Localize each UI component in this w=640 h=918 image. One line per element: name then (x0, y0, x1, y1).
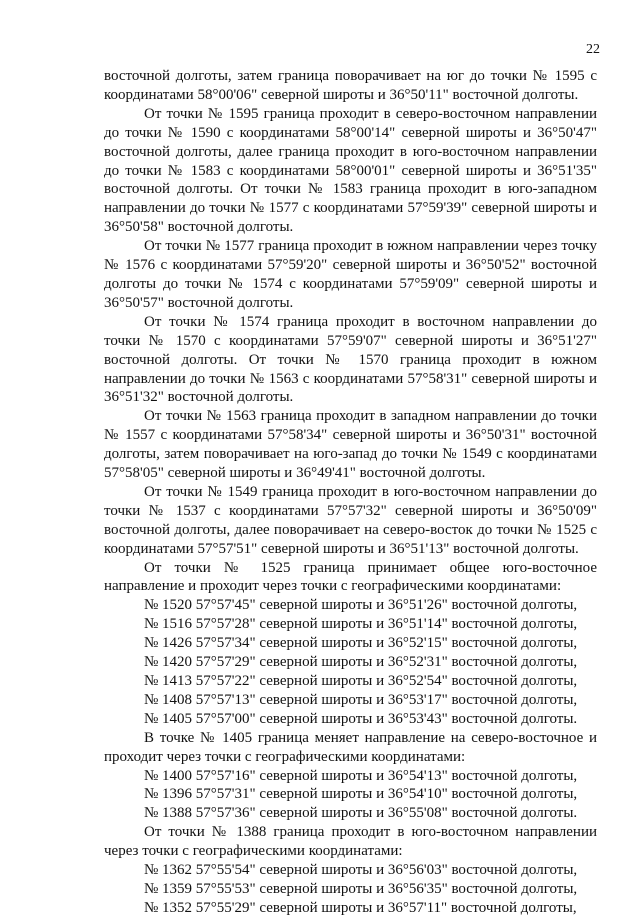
list-item: № 1400 57°57'16" северной широты и 36°54'13" восточной долготы, (144, 767, 578, 784)
paragraph-6: От точки № 1549 граница проходит в юго-восточном направлении до точки № 1537 с координатами 57°57'32" северной широты и 36°50'09" восточной долготы, далее поворачивает на северо-восток до точки № 1525 с координатами 57°57'51" северной широты и 36°51'13" восточной долготы. (104, 483, 597, 557)
coordinates-list-3 (104, 861, 597, 918)
list-item: № 1408 57°57'13" северной широты и 36°53'17" восточной долготы, (144, 691, 578, 708)
paragraph-8: В точке № 1405 граница меняет направление на северо-восточное и проходит через точки с географическими координатами: (104, 729, 597, 765)
paragraph-2: От точки № 1595 граница проходит в северо-восточном направлении до точки № 1590 с координатами 58°00'14" северной широты и 36°50'47" восточной долготы, далее граница проходит в юго-восточном направлении до точки № 1583 с координатами 58°00'01" северной широты и 36°51'35" восточной долготы. От точки № 1583 граница проходит в юго-западном направлении до точки № 1577 с координатами 57°59'39" северной широты и 36°50'58" восточной долготы. (104, 105, 597, 236)
paragraph-7: От точки № 1525 граница принимает общее юго-восточное направление и проходит через точки с географическими координатами: (104, 559, 597, 595)
list-item: № 1426 57°57'34" северной широты и 36°52'15" восточной долготы, (144, 635, 578, 652)
paragraph-9: От точки № 1388 граница проходит в юго-восточном направлении через точки с географическими координатами: (104, 824, 597, 860)
list-item: № 1388 57°57'36" северной широты и 36°55'08" восточной долготы. (144, 805, 578, 822)
page-number: 22 (586, 42, 600, 57)
coordinates-list-2 (104, 767, 597, 824)
document-body (104, 67, 597, 918)
list-item: № 1359 57°55'53" северной широты и 36°56'35" восточной долготы, (144, 880, 578, 897)
paragraph-3: От точки № 1577 граница проходит в южном направлении через точку № 1576 с координатами 57°59'20" северной широты и 36°50'52" восточной долготы до точки № 1574 с координатами 57°59'09" северной широты и 36°50'57" восточной долготы. (104, 238, 597, 311)
list-item: № 1405 57°57'00" северной широты и 36°53'43" восточной долготы. (144, 710, 578, 727)
list-item: № 1516 57°57'28" северной широты и 36°51'14" восточной долготы, (144, 616, 578, 633)
list-item: № 1352 57°55'29" северной широты и 36°57'11" восточной долготы, (144, 899, 577, 916)
paragraph-5: От точки № 1563 граница проходит в западном направлении до точки № 1557 с координатами 57°58'34" северной широты и 36°50'31" восточной долготы, затем поворачивает на юго-запад до точки № 1549 с координатами 57°58'05" северной широты и 36°49'41" восточной долготы. (104, 408, 597, 482)
list-item: № 1362 57°55'54" северной широты и 36°56'03" восточной долготы, (144, 862, 578, 879)
paragraph-4: От точки № 1574 граница проходит в восточном направлении до точки № 1570 с координатами 57°59'07" северной широты и 36°51'27" восточной долготы. От точки № 1570 граница проходит в южном направлении до точки № 1563 с координатами 57°58'31" северной широты и 36°51'32" восточной долготы. (104, 313, 597, 406)
list-item: № 1396 57°57'31" северной широты и 36°54'10" восточной долготы, (144, 786, 578, 803)
list-item: № 1413 57°57'22" северной широты и 36°52'54" восточной долготы, (144, 673, 578, 689)
paragraph-1: восточной долготы, затем граница поворачивает на юг до точки № 1595 с координатами 58°00'06" северной широты и 36°50'11" восточной долготы. (104, 68, 597, 103)
coordinates-list-1 (104, 596, 597, 728)
list-item: № 1420 57°57'29" северной широты и 36°52'31" восточной долготы, (144, 654, 578, 671)
list-item: № 1520 57°57'45" северной широты и 36°51'26" восточной долготы, (144, 597, 578, 614)
